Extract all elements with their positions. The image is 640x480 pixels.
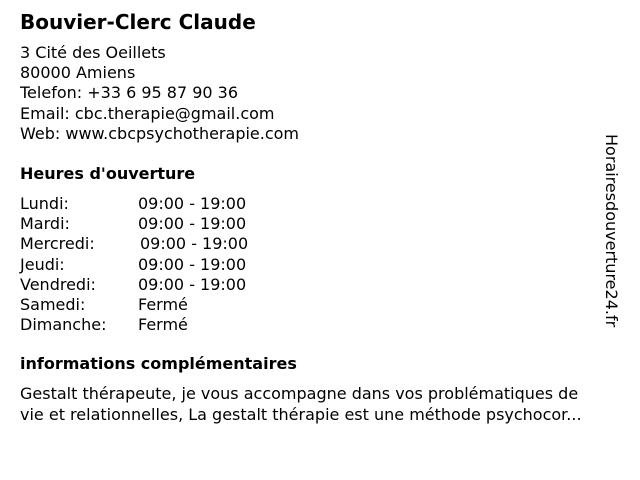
business-name: Bouvier-Clerc Claude [20,10,256,34]
day-label: Dimanche: [20,315,107,335]
day-label: Samedi: [20,294,86,314]
time-value: 09:00 - 19:00 [138,194,247,213]
description-line: Gestalt thérapeute, je vous accompagne dans vos problématiques de [20,384,579,403]
time-value: 09:00 - 19:00 [138,254,247,274]
day-label: Jeudi: [20,254,65,274]
day-label: Vendredi: [20,274,96,294]
email-address: Email: cbc.therapie@gmail.com [20,103,275,123]
day-label: Lundi: [20,194,69,213]
day-label: Mardi: [20,214,70,234]
day-label: Mercredi: [20,234,95,254]
website: Web: www.cbcpsychotherapie.com [20,123,300,143]
time-value: 09:00 - 19:00 [138,274,247,294]
description-line: vie et relationnelles, La gestalt thérapie est une méthode psychocor... [20,404,582,424]
time-value: 09:00 - 19:00 [140,234,249,254]
additional-info-heading: informations complémentaires [20,354,297,373]
description-text [20,384,630,425]
city: 80000 Amiens [20,63,136,83]
time-value: Fermé [138,294,188,314]
phone-number: Telefon: +33 6 95 87 90 36 [20,83,239,103]
opening-hours-heading: Heures d'ouverture [20,164,196,183]
time-value: 09:00 - 19:00 [138,214,247,234]
contact-details [20,43,299,144]
time-value: Fermé [138,315,188,335]
street-address: 3 Cité des Oeillets [20,43,166,62]
site-watermark: Horairesdouverture24.fr [602,134,621,328]
